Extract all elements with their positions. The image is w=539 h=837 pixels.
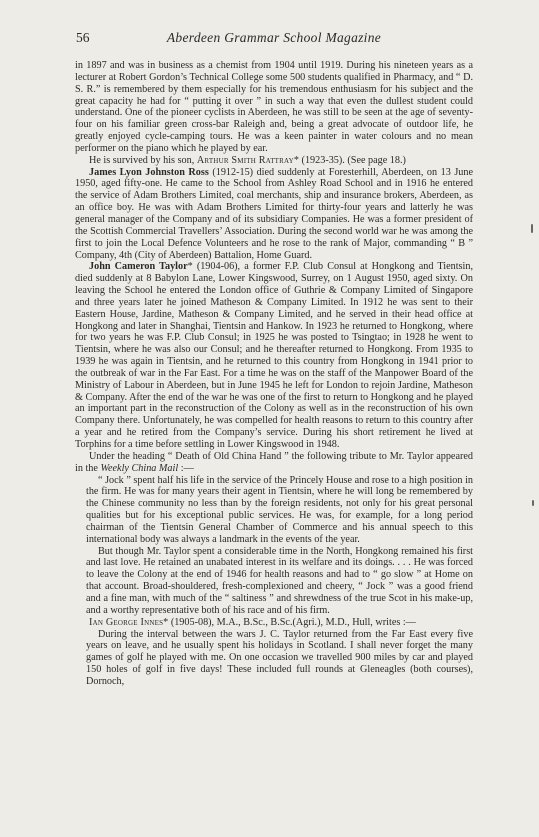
paragraph-innes-intro [75, 617, 473, 629]
paragraph-text: But though Mr. Taylor spent a considerable time in the North, Hongkong remained his first and last love. He retained an unabated interest in its welfare and its doings. . . . He was forced to leave the Colony at the end of 1946 for health reasons and had to “ go slow ” at Home on that account. Broad-shouldered, fresh-complexioned and cheery, “ Jock ” was a good friend and a fine man, with much of the “ saltiness ” and shrewdness of the true Scot in his make-up, and a worthy representative both of his race and of his firm. [86, 545, 473, 616]
paragraph-rattray-survivor [75, 155, 473, 167]
margin-mark [532, 500, 534, 506]
paragraph-lead: Under the heading “ Death of Old China Hand ” the following tribute to Mr. Taylor appeared in the [75, 450, 473, 474]
quoted-paragraph-2 [86, 546, 473, 617]
paragraph-ross-obituary [75, 167, 473, 262]
paragraph-text: (1912-15) died suddenly at Foresterhill, Aberdeen, on 13 June 1950, aged fifty-one. He came to the School from Ashley Road School and in 1916 he entered the service of Adam Brothers Limited, coal merchants, ship and insurance brokers, Aberdeen, as an office boy. He was with Adam Brothers Limited for thirty-four years and latterly he was general manager of the Company and of its subsidiary Companies. He was a former president of the Scottish Commercial Travellers’ Association. During the second world war he was among the first to join the Local Defence Volunteers and he rose to the rank of Major, commanding “ B ” Company, 4th (City of Aberdeen) Battalion, Home Guard. [75, 166, 474, 261]
paragraph-text: in 1897 and was in business as a chemist from 1904 until 1919. During his nineteen years as a lecturer at Robert Gordon’s Technical College some 500 students qualified in Pharmacy, and “ D. S. R.” is remembered by them especially for his tremendous enthusiasm for his subject and the great capacity he had for “ putting it over ” in such a way that even the dullest student could understand. One of the pioneer cyclists in Aberdeen, he was still to be seen at the age of seventy-four on his familiar green cross-bar Raleigh and, being a great advocate of outdoor life, he greatly enjoyed cycle-camping tours. He was a keen painter in water colours and no mean performer on the piano which he played by ear. [75, 60, 473, 154]
paragraph-text: :— [178, 462, 194, 474]
person-name: Arthur Smith Rattray [196, 154, 294, 166]
paragraph-lead: He is survived by his son, [89, 154, 197, 166]
paragraph-taylor-obituary [75, 261, 473, 451]
paragraph-text: * (1904-06), a former F.P. Club Consul at Hongkong and Tientsin, died suddenly at 8 Babylon Lane, Lower Kingswood, Surrey, on 1 August 1950, aged sixty. On leaving the School he entered the London office of Guthrie & Company Limited of Singapore and three years later he joined Matheson & Company Limited. In 1912 he was sent to their Eastern House, Jardine, Matheson & Company Limited, and he served in their head office at Hongkong and later in Shanghai, Tientsin and Hankow. In 1923 he returned to Hongkong, where for two years he was F.P. Club Consul; in 1925 he was posted to Tsingtao; in 1928 he went to Tientsin, where he was also our Consul; and he thereafter returned to Hongkong. From 1935 to 1939 he was again in Tientsin, and he returned to this country from Hongkong in 1941 prior to the outbreak of war in the Far East. For a time he was on the staff of the Manpower Board of the Ministry of Labour in Aberdeen, but in June 1945 he left for London to rejoin Jardine, Matheson & Company. After the end of the war he was one of the first to return to Hongkong and he played an important part in the reconstruction of the Colony as well as in the reconstruction of his own Company there. Unfortunately, he was compelled for health reasons to return to this country after a year and he retired from the Company’s service. During his short retirement he lived at Torphins for a time before settling in Lower Kingswood in 1948. [75, 261, 473, 450]
person-name: James Lyon Johnston Ross [89, 166, 209, 178]
quoted-paragraph-1 [86, 475, 473, 546]
paragraph-text: * (1905-08), M.A., B.Sc., B.Sc.(Agri.), M.D., Hull, writes :— [163, 616, 416, 628]
quoted-paragraph-3 [86, 629, 473, 688]
page-header [76, 30, 472, 52]
person-name: Ian George Innes [89, 616, 164, 628]
publication-title: Weekly China Mail [100, 462, 179, 474]
paragraph-text: During the interval between the wars J. C. Taylor returned from the Far East every five years on leave, and he usually spent his holidays in Scotland. I shall never forget the many games of golf he played with me. On one occasion we travelled 900 miles by car and played 150 holes of golf in five days! These included full rounds at Gleneagles (both courses), Dornoch, [86, 628, 473, 687]
running-title: Aberdeen Grammar School Magazine [166, 30, 382, 45]
paragraph-tribute-intro [75, 451, 473, 475]
paragraph-text: “ Jock ” spent half his life in the service of the Princely House and rose to a high position in the firm. He was for many years their agent in Tientsin, where he will long be remembered by the Chinese community no less than by the foreign residents, not only for his great personal qualities but for his exceptional public services. He was, for example, for a long period chairman of the Tientsin General Chamber of Commerce and his annual speech to this international body was always a landmark in the events of the year. [86, 474, 473, 545]
page-number: 56 [76, 30, 90, 45]
paragraph-rattray-bio [75, 60, 473, 155]
paragraph-text: * (1923-35). (See page 18.) [293, 154, 406, 166]
person-name: John Cameron Taylor [89, 261, 188, 273]
article-body [75, 60, 473, 688]
margin-mark [531, 224, 533, 233]
